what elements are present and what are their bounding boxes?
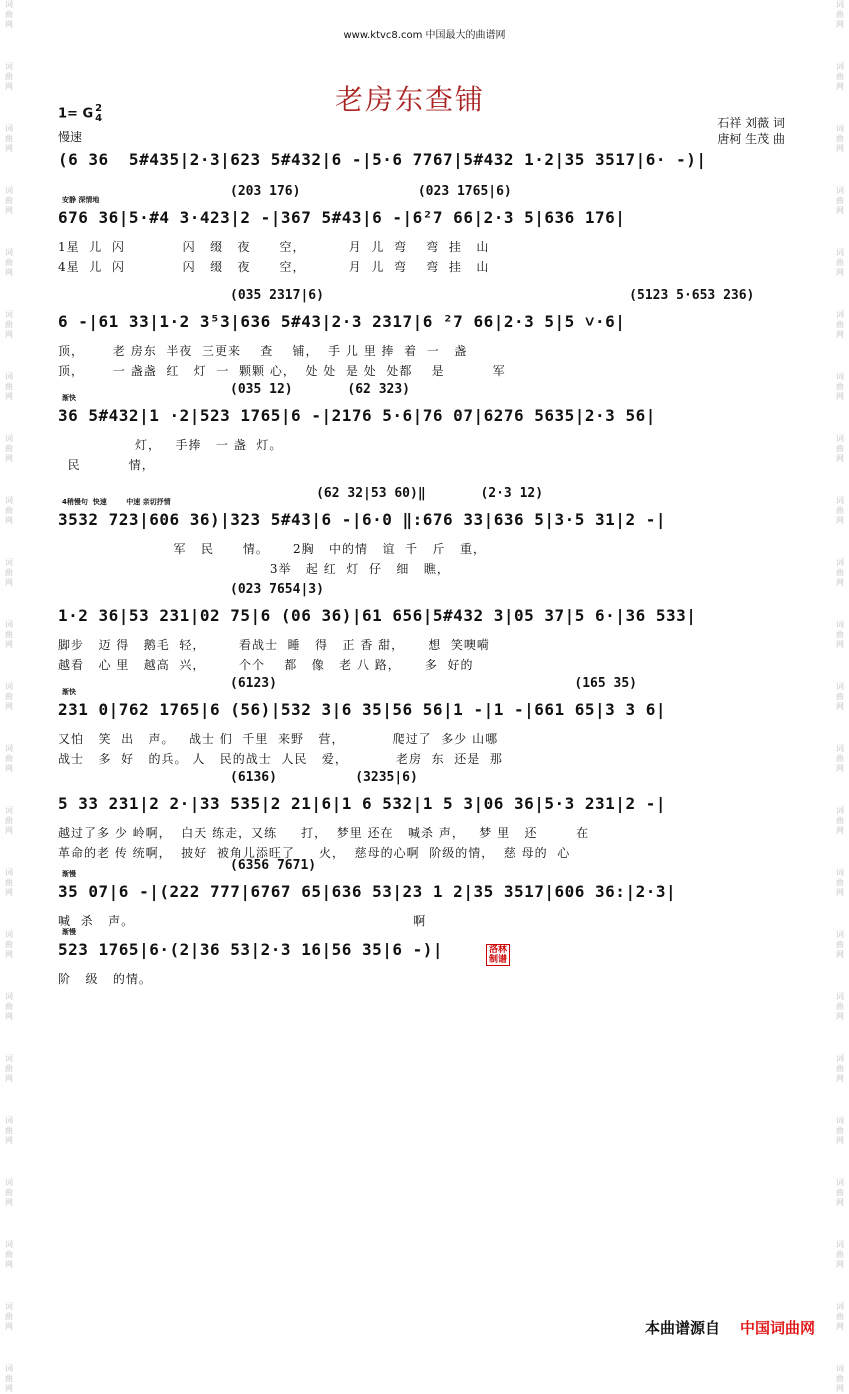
watermark-text: 词 曲 网 (836, 806, 844, 835)
score-row-notes: 1·2 36|53 231|02 75|6 (06 36)|61 656|5#432 3|05 37|5 6·|36 533| (58, 606, 697, 625)
score-row-notes: (6 36 5#435|2·3|623 5#432|6 -|5·6 7767|5#432 1·2|35 3517|6· -)| (58, 150, 707, 169)
watermark-text: 词 曲 网 (836, 1302, 844, 1331)
score-row-lyrics-verse-1: 顶， 老 房东 半夜 三更来 查 铺， 手 儿 里 捧 着 一 盏 (58, 344, 468, 358)
watermark-text: 词 曲 网 (5, 930, 13, 959)
score-row-lyrics-verse-2: 战士 多 好 的兵。 人 民的战士 人民 爱， 老房 东 还是 那 (58, 752, 503, 766)
watermark-text: 词 曲 网 (5, 868, 13, 897)
score-row-lyrics-verse-2: 顶， 一 盏盏 红 灯 一 颗颗 心， 处 处 是 处 处都 是 军 (58, 364, 506, 378)
time-signature: 2 4 (95, 103, 103, 124)
watermark-text: 词 曲 网 (5, 1178, 13, 1207)
score-row-lyrics-verse-2: 3举 起 红 灯 仔 细 瞧， (58, 562, 450, 576)
watermark-text: 词 曲 网 (836, 868, 844, 897)
score-row-lyrics-verse-1: 军 民 情。 2胸 中的情 谊 千 斤 重， (58, 542, 486, 556)
score-row-notes: 36 5#432|1 ·2|523 1765|6 -|2176 5·6|76 07|6276 5635|2·3 56| (58, 406, 656, 425)
watermark-text: 词 曲 网 (836, 1116, 844, 1145)
watermark-text: 词 曲 网 (836, 248, 844, 277)
watermark-text: 词 曲 网 (836, 558, 844, 587)
watermark-text: 词 曲 网 (836, 992, 844, 1021)
watermark-text: 词 曲 网 (5, 496, 13, 525)
score-row-lyrics-verse-1: 脚步 迈 得 鹅毛 轻， 看战士 睡 得 正 香 甜， 想 笑噢嗬 (58, 638, 490, 652)
score-row-cue: (6123) (165 35) (230, 676, 637, 691)
score-row-lyrics-verse-2: 民 情， (58, 458, 155, 472)
footer-source (645, 1317, 815, 1338)
watermark-text: 词 曲 网 (836, 62, 844, 91)
lyricist-credit: 石祥 刘薇 词 (717, 116, 785, 130)
watermark-text: 词 曲 网 (836, 1178, 844, 1207)
score-row-notes: 5 33 231|2 2·|33 535|2 21|6|1 6 532|1 5 3|06 36|5·3 231|2 -| (58, 794, 666, 813)
arranger-stamp: 洛林制谱 (486, 944, 510, 966)
composer-credit: 唐柯 生茂 曲 (717, 132, 785, 146)
score-row-notes: 3532 723|606 36)|323 5#43|6 -|6·0 ‖:676 33|636 5|3·5 31|2 -| (58, 510, 666, 529)
left-watermark-strip (0, 0, 18, 1393)
score-row-cue: (023 7654|3) (230, 582, 324, 597)
watermark-text: 词 曲 网 (5, 124, 13, 153)
song-title: 老房东查铺 (334, 83, 485, 116)
score-row-mark: 4稍慢句 快速 中速 亲切抒情 (62, 498, 171, 506)
score-row-mark: 渐快 (62, 688, 76, 696)
source-label: 本曲谱源自 (644, 1319, 720, 1337)
watermark-text: 词 曲 网 (836, 310, 844, 339)
score-row-cue: (203 176) (023 1765|6) (230, 184, 512, 199)
score-row-lyrics-verse-1: 阶 级 的情。 (58, 972, 152, 986)
score-row-notes: 231 0|762 1765|6 (56)|532 3|6 35|56 56|1 -|1 -|661 65|3 3 6| (58, 700, 666, 719)
score-row-cue: (035 12) (62 323) (230, 382, 411, 397)
score-row-cue: (6136) (3235|6) (230, 770, 418, 785)
watermark-text: 词 曲 网 (5, 186, 13, 215)
watermark-text: 词 曲 网 (5, 682, 13, 711)
watermark-text: 词 曲 网 (836, 682, 844, 711)
score-row-lyrics-verse-1: 喊 杀 声。 啊 (58, 914, 427, 928)
watermark-text: 词 曲 网 (5, 1116, 13, 1145)
watermark-text: 词 曲 网 (836, 496, 844, 525)
watermark-text: 词 曲 网 (836, 744, 844, 773)
score-row-lyrics-verse-2: 4星 儿 闪 闪 缀 夜 空， 月 儿 弯 弯 挂 山 (58, 260, 490, 274)
score-row-lyrics-verse-2: 越看 心 里 越高 兴， 个个 都 像 老 八 路， 多 好的 (58, 658, 474, 672)
watermark-text: 词 曲 网 (5, 992, 13, 1021)
score-row-notes: 676 36|5·#4 3·423|2 -|367 5#43|6 -|6²7 66|2·3 5|636 176| (58, 208, 626, 227)
source-brand-link[interactable]: 中国词曲网 (739, 1319, 815, 1337)
watermark-text: 词 曲 网 (5, 310, 13, 339)
watermark-text: 词 曲 网 (5, 434, 13, 463)
watermark-text: 词 曲 网 (836, 0, 844, 29)
right-watermark-strip (831, 0, 849, 1393)
watermark-text: 词 曲 网 (5, 744, 13, 773)
watermark-text: 词 曲 网 (5, 620, 13, 649)
watermark-text: 词 曲 网 (5, 248, 13, 277)
watermark-text: 词 曲 网 (836, 434, 844, 463)
watermark-text: 词 曲 网 (5, 1054, 13, 1083)
watermark-text: 词 曲 网 (5, 1302, 13, 1331)
watermark-text: 词 曲 网 (5, 1364, 13, 1393)
key-label: 1= G (58, 106, 94, 122)
score-row-notes: 35 07|6 -|(222 777|6767 65|636 53|23 1 2|35 3517|606 36:|2·3| (58, 882, 677, 901)
score-row-mark: 安静 深情地 (62, 196, 100, 204)
score-row-mark: 渐慢 (62, 928, 76, 936)
score-row-mark: 渐慢 (62, 870, 76, 878)
site-header[interactable]: www.ktvc8.com 中国最大的曲谱网 (343, 30, 506, 41)
watermark-text: 词 曲 网 (836, 1054, 844, 1083)
watermark-text: 词 曲 网 (836, 620, 844, 649)
tempo-marking: 慢速 (58, 130, 83, 144)
score-row-notes: 523 1765|6·(2|36 53|2·3 16|56 35|6 -)| (58, 940, 444, 959)
watermark-text: 词 曲 网 (5, 62, 13, 91)
watermark-text: 词 曲 网 (836, 930, 844, 959)
score-row-lyrics-verse-1: 灯， 手捧 一 盏 灯。 (58, 438, 283, 452)
key-signature (58, 104, 102, 124)
watermark-text: 词 曲 网 (836, 124, 844, 153)
score-row-cue: (035 2317|6) (5123 5·653 236) (230, 288, 755, 303)
score-row-lyrics-verse-1: 越过了多 少 岭啊， 白天 练走，又练 打， 梦里 还在 喊杀 声， 梦 里 还 在 (58, 826, 590, 840)
score-row-cue: (62 32|53 60)‖ (2·3 12) (230, 486, 544, 501)
score-row-lyrics-verse-1: 1星 儿 闪 闪 缀 夜 空， 月 儿 弯 弯 挂 山 (58, 240, 490, 254)
score-row-cue: (6356 7671) (230, 858, 317, 873)
watermark-text: 词 曲 网 (836, 1240, 844, 1269)
watermark-text: 词 曲 网 (5, 0, 13, 29)
score-row-mark: 渐快 (62, 394, 76, 402)
watermark-text: 词 曲 网 (5, 372, 13, 401)
watermark-text: 词 曲 网 (5, 558, 13, 587)
watermark-text: 词 曲 网 (836, 1364, 844, 1393)
score-row-notes: 6 -|61 33|1·2 3⁵3|636 5#43|2·3 2317|6 ²7 66|2·3 5|5 ˅·6| (58, 312, 626, 331)
watermark-text: 词 曲 网 (836, 372, 844, 401)
watermark-text: 词 曲 网 (5, 1240, 13, 1269)
score-row-lyrics-verse-2: 革命的老 传 统啊， 披好 被角儿添旺了 火， 慈母的心啊 阶级的情， 慈 母的 心 (58, 846, 571, 860)
score-row-lyrics-verse-1: 又怕 笑 出 声。 战士 们 千里 来野 营， 爬过了 多少 山哪 (58, 732, 499, 746)
watermark-text: 词 曲 网 (836, 186, 844, 215)
watermark-text: 词 曲 网 (5, 806, 13, 835)
